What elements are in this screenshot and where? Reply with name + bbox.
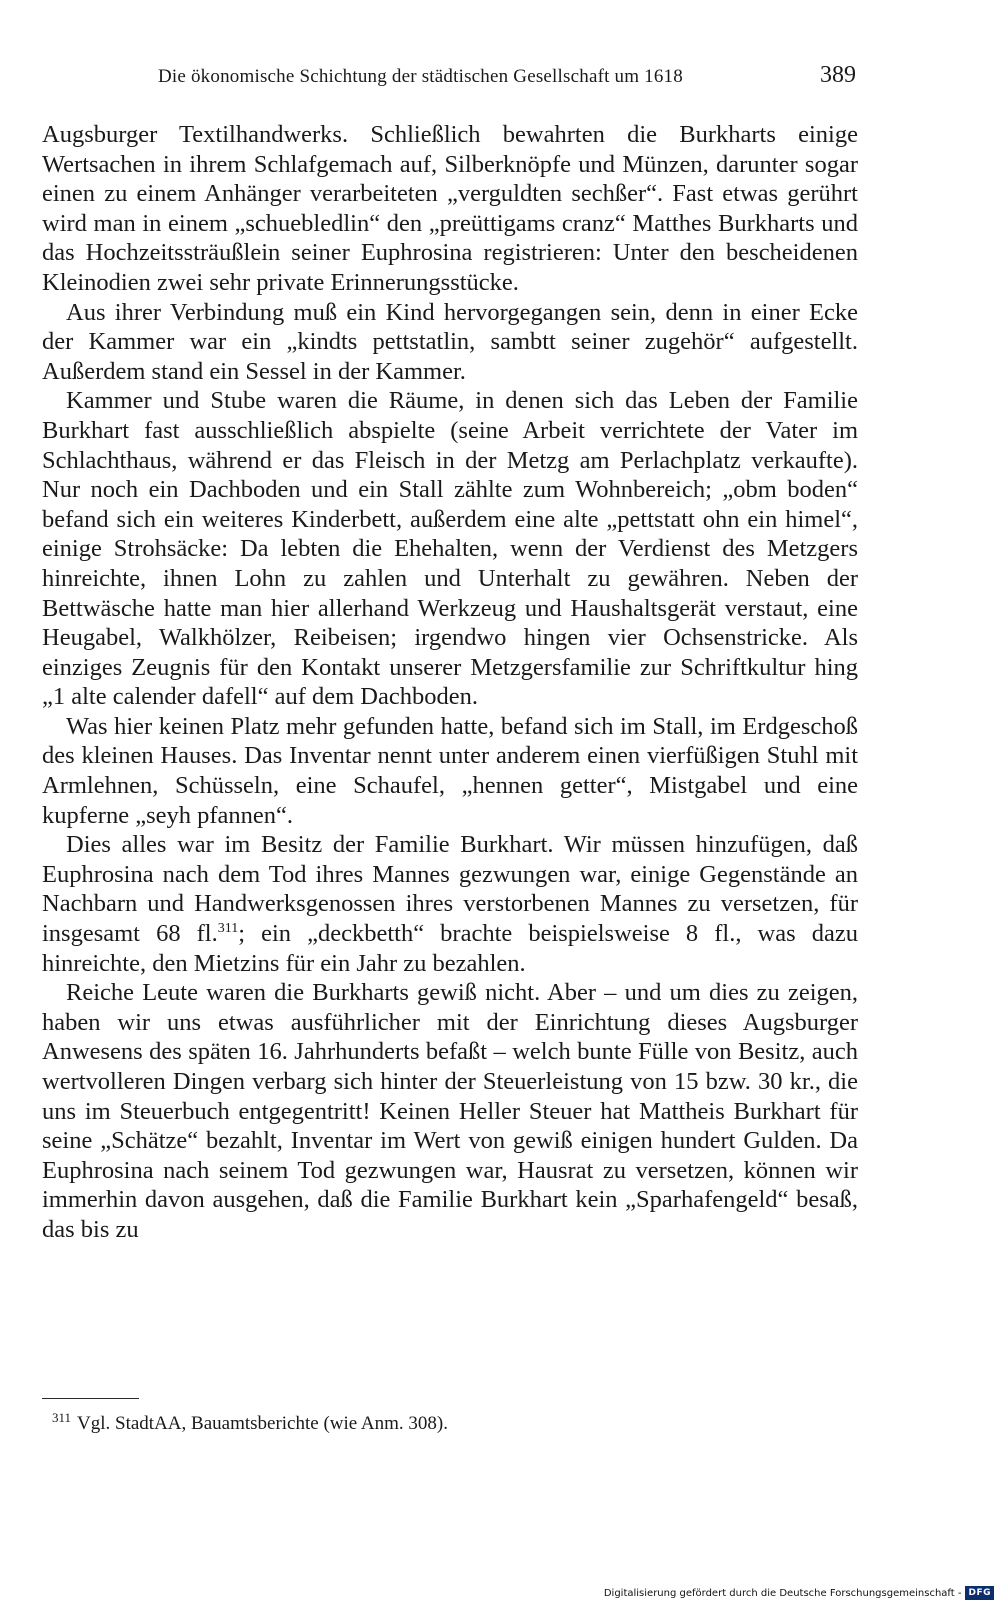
running-head [40,62,856,96]
digitization-credit [604,1585,994,1601]
footnote-reference: 311 [217,920,239,936]
paragraph-text: ; ein „deckbetth“ brachte beispielsweise 8 fl., was dazu hinreichte, den Mietzins für ein Jahr zu bezahlen. [42,920,858,977]
paragraph [42,298,858,387]
paragraph-text: Aus ihrer Verbindung muß ein Kind hervorgegangen sein, denn in einer Ecke der Kammer war ein „kindts pettstatlin, sambtt seiner zugehör“ aufgestellt. Außerdem stand ein Sessel in der Kammer. [42,298,858,385]
paragraph-text: Reiche Leute waren die Burkharts gewiß nicht. Aber – und um dies zu zeigen, haben wir uns etwas ausführlicher mit der Einrichtung dieses Augsburger Anwesens des späten 16. Jahrhunderts befaßt – welch bunte Fülle von Besitz, auch wertvolleren Dingen verbarg sich hinter der Steuerleistung von 15 bzw. 30 kr., die uns im Steuerbuch entgegentritt! Keinen Heller Steuer hat Mattheis Burkhart für seine „Schätze“ bezahlt, Inventar im Wert von gewiß einigen hundert Gulden. Da Euphrosina nach seinem Tod gezwungen war, Hausrat zu versetzen, können wir immerhin davon ausgehen, daß die Familie Burkhart kein „Sparhafengeld“ besaß, das bis zu [42,979,858,1243]
footnote-number: 311 [52,1409,72,1425]
footnote [52,1409,852,1436]
credit-text: Digitalisierung gefördert durch die Deutsche Forschungsgemeinschaft - [603,1587,962,1599]
paragraph [42,386,858,712]
paragraph [42,978,858,1244]
running-title: Die ökonomische Schichtung der städtischen Gesellschaft um 1618 [158,66,683,87]
paragraph [42,712,858,830]
paragraph [42,120,858,298]
body-text [42,120,858,1245]
paragraph-text: Dies alles war im Besitz der Familie Burkhart. Wir müssen hinzufügen, daß Euphrosina nach dem Tod ihres Mannes gezwungen war, einige Gegenstände an Nachbarn und Handwerksgenossen ihres verstorbenen Mannes zu versetzen, für insgesamt 68 fl. [42,831,858,948]
paragraph-text: Was hier keinen Platz mehr gefunden hatte, befand sich im Stall, im Erdgeschoß des kleinen Hauses. Das Inventar nennt unter anderem einen vierfüßigen Stuhl mit Armlehnen, Schüsseln, eine Schaufel, „hennen getter“, Mistgabel und eine kupferne „seyh pfannen“. [42,712,858,829]
paragraph-text: Kammer und Stube waren die Räume, in denen sich das Leben der Familie Burkhart fast ausschließlich abspielte (seine Arbeit verrichtete der Vater im Schlachthaus, während er das Fleisch in der Metzg am Perlachplatz verkaufte). Nur noch ein Dachboden und ein Stall zählte zum Wohnbereich; „obm boden“ befand sich ein weiteres Kinderbett, außerdem eine alte „pettstatt ohn ein himel“, einige Strohsäcke: Da lebten die Ehehalten, wenn der Verdienst des Metzgers hinreichte, ihnen Lohn zu zahlen und Unterhalt zu gewähren. Neben der Bettwäsche hatte man hier allerhand Werkzeug und Haushaltsgerät verstaut, eine Heugabel, Walkhölzer, Reibeisen; irgendwo hingen vier Ochsenstricke. Als einziges Zeugnis für den Kontakt unserer Metzgersfamilie zur Schriftkultur hing „1 alte calender dafell“ auf dem Dachboden. [42,387,858,711]
paragraph-text: Augsburger Textilhandwerks. Schließlich bewahrten die Burkharts einige Wertsachen in ihrem Schlafgemach auf, Silberknöpfe und Münzen, darunter sogar einen zu einem Anhänger verarbeiteten „verguldten sechßer“. Fast etwas gerührt wird man in einem „schuebledlin“ den „preüttigams cranz“ Matthes Burkharts und das Hochzeitssträußlein seiner Euphrosina registrieren: Unter den bescheidenen Kleinodien zwei sehr private Erinnerungsstücke. [42,121,858,296]
footnote-divider [42,1398,139,1399]
paragraph [42,830,858,978]
dfg-logo: DFG [965,1586,994,1600]
page-number: 389 [820,62,856,88]
footnote-text: Vgl. StadtAA, Bauamtsberichte (wie Anm. 308). [77,1413,448,1434]
